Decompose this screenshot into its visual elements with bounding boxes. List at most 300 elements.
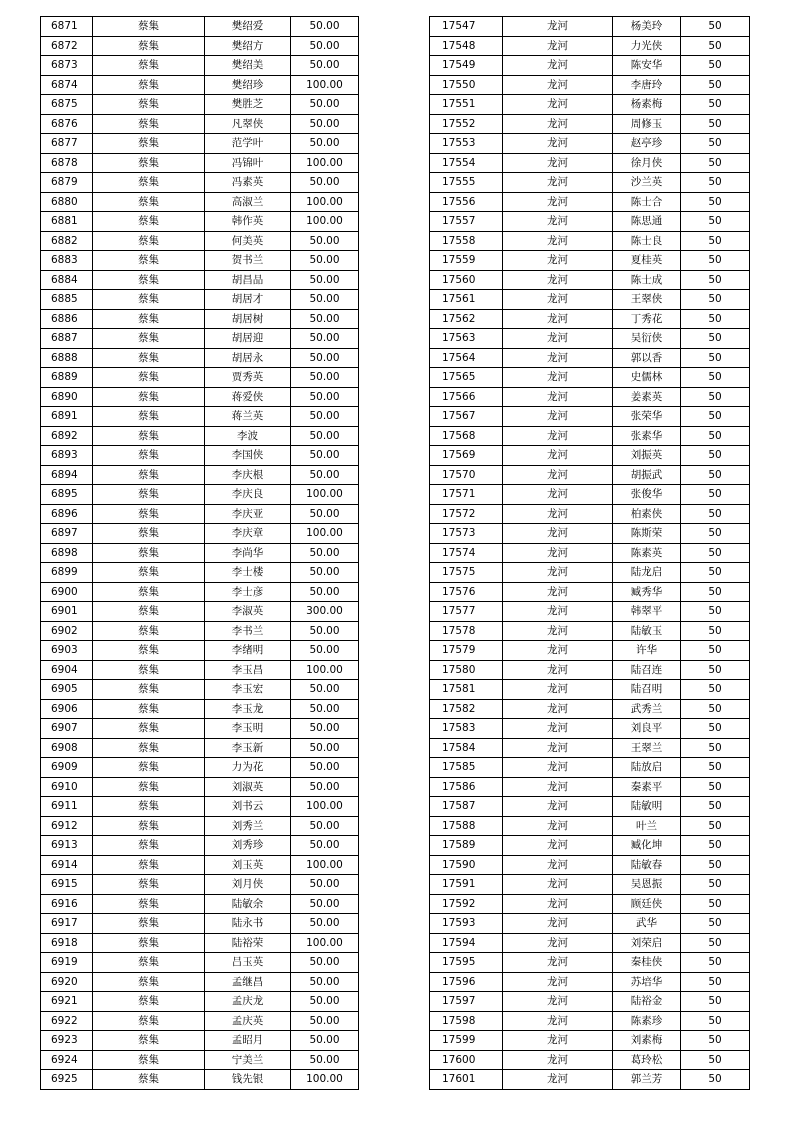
record-number-cell: 6907 <box>41 719 93 739</box>
person-name-cell: 李淑英 <box>205 602 291 622</box>
person-name-cell: 张俊华 <box>613 485 681 505</box>
table-row <box>430 602 750 622</box>
table-row <box>41 953 359 973</box>
person-name-cell: 刘玉英 <box>205 855 291 875</box>
record-number-cell: 17576 <box>430 582 503 602</box>
person-name-cell: 陆召明 <box>613 680 681 700</box>
person-name-cell: 张素华 <box>613 426 681 446</box>
table-row <box>430 251 750 271</box>
township-cell: 蔡集 <box>93 602 205 622</box>
record-number-cell: 6921 <box>41 992 93 1012</box>
table-row <box>430 758 750 778</box>
amount-cell: 50.00 <box>291 777 359 797</box>
right-ledger-table <box>429 16 750 1090</box>
amount-cell: 50 <box>681 231 750 251</box>
person-name-cell: 胡居永 <box>205 348 291 368</box>
amount-cell: 50 <box>681 660 750 680</box>
township-cell: 蔡集 <box>93 270 205 290</box>
record-number-cell: 17554 <box>430 153 503 173</box>
person-name-cell: 杨素梅 <box>613 95 681 115</box>
person-name-cell: 臧化坤 <box>613 836 681 856</box>
person-name-cell: 李唐玲 <box>613 75 681 95</box>
person-name-cell: 周修玉 <box>613 114 681 134</box>
township-cell: 蔡集 <box>93 17 205 37</box>
amount-cell: 50.00 <box>291 426 359 446</box>
township-cell: 蔡集 <box>93 114 205 134</box>
township-cell: 龙河 <box>503 738 613 758</box>
record-number-cell: 17552 <box>430 114 503 134</box>
table-row <box>41 875 359 895</box>
record-number-cell: 6913 <box>41 836 93 856</box>
record-number-cell: 6888 <box>41 348 93 368</box>
person-name-cell: 李庆章 <box>205 524 291 544</box>
record-number-cell: 6895 <box>41 485 93 505</box>
amount-cell: 50 <box>681 465 750 485</box>
amount-cell: 50 <box>681 777 750 797</box>
township-cell: 龙河 <box>503 309 613 329</box>
amount-cell: 50.00 <box>291 309 359 329</box>
amount-cell: 50 <box>681 134 750 154</box>
township-cell: 蔡集 <box>93 290 205 310</box>
amount-cell: 50 <box>681 855 750 875</box>
table-row <box>41 251 359 271</box>
record-number-cell: 6925 <box>41 1070 93 1090</box>
amount-cell: 50.00 <box>291 836 359 856</box>
amount-cell: 50.00 <box>291 992 359 1012</box>
amount-cell: 50 <box>681 504 750 524</box>
amount-cell: 50 <box>681 582 750 602</box>
amount-cell: 100.00 <box>291 1070 359 1090</box>
amount-cell: 50 <box>681 426 750 446</box>
township-cell: 蔡集 <box>93 75 205 95</box>
record-number-cell: 6872 <box>41 36 93 56</box>
record-number-cell: 6871 <box>41 17 93 37</box>
amount-cell: 50 <box>681 95 750 115</box>
person-name-cell: 孟继昌 <box>205 972 291 992</box>
record-number-cell: 17553 <box>430 134 503 154</box>
township-cell: 龙河 <box>503 134 613 154</box>
amount-cell: 50.00 <box>291 953 359 973</box>
record-number-cell: 17564 <box>430 348 503 368</box>
township-cell: 龙河 <box>503 485 613 505</box>
person-name-cell: 蒋爱侠 <box>205 387 291 407</box>
township-cell: 龙河 <box>503 1031 613 1051</box>
person-name-cell: 陆放启 <box>613 758 681 778</box>
table-row <box>430 855 750 875</box>
township-cell: 龙河 <box>503 153 613 173</box>
record-number-cell: 6876 <box>41 114 93 134</box>
township-cell: 龙河 <box>503 875 613 895</box>
township-cell: 龙河 <box>503 582 613 602</box>
amount-cell: 50 <box>681 563 750 583</box>
township-cell: 蔡集 <box>93 953 205 973</box>
township-cell: 龙河 <box>503 504 613 524</box>
township-cell: 龙河 <box>503 95 613 115</box>
amount-cell: 50 <box>681 797 750 817</box>
amount-cell: 50 <box>681 1070 750 1090</box>
table-row <box>41 660 359 680</box>
person-name-cell: 沙兰英 <box>613 173 681 193</box>
record-number-cell: 17598 <box>430 1011 503 1031</box>
township-cell: 龙河 <box>503 231 613 251</box>
record-number-cell: 17591 <box>430 875 503 895</box>
amount-cell: 50.00 <box>291 563 359 583</box>
township-cell: 龙河 <box>503 1011 613 1031</box>
table-row <box>430 953 750 973</box>
table-row <box>430 933 750 953</box>
record-number-cell: 17566 <box>430 387 503 407</box>
record-number-cell: 6890 <box>41 387 93 407</box>
person-name-cell: 力光侠 <box>613 36 681 56</box>
amount-cell: 50 <box>681 894 750 914</box>
amount-cell: 50 <box>681 1031 750 1051</box>
township-cell: 龙河 <box>503 426 613 446</box>
township-cell: 龙河 <box>503 114 613 134</box>
record-number-cell: 6892 <box>41 426 93 446</box>
amount-cell: 50.00 <box>291 758 359 778</box>
amount-cell: 50.00 <box>291 894 359 914</box>
amount-cell: 50.00 <box>291 972 359 992</box>
record-number-cell: 6880 <box>41 192 93 212</box>
township-cell: 龙河 <box>503 777 613 797</box>
township-cell: 龙河 <box>503 212 613 232</box>
person-name-cell: 陈士合 <box>613 192 681 212</box>
table-row <box>430 816 750 836</box>
township-cell: 蔡集 <box>93 875 205 895</box>
person-name-cell: 王翠兰 <box>613 738 681 758</box>
amount-cell: 50.00 <box>291 114 359 134</box>
table-row <box>430 212 750 232</box>
person-name-cell: 贺书兰 <box>205 251 291 271</box>
amount-cell: 50 <box>681 719 750 739</box>
person-name-cell: 刘秀兰 <box>205 816 291 836</box>
table-row <box>41 446 359 466</box>
township-cell: 蔡集 <box>93 738 205 758</box>
township-cell: 龙河 <box>503 641 613 661</box>
township-cell: 蔡集 <box>93 972 205 992</box>
person-name-cell: 凡翠侠 <box>205 114 291 134</box>
amount-cell: 50 <box>681 290 750 310</box>
township-cell: 龙河 <box>503 290 613 310</box>
amount-cell: 50.00 <box>291 641 359 661</box>
amount-cell: 50.00 <box>291 680 359 700</box>
person-name-cell: 李绪明 <box>205 641 291 661</box>
record-number-cell: 6896 <box>41 504 93 524</box>
table-row <box>41 270 359 290</box>
amount-cell: 50 <box>681 173 750 193</box>
table-row <box>430 407 750 427</box>
table-row <box>41 192 359 212</box>
township-cell: 龙河 <box>503 680 613 700</box>
table-row <box>430 36 750 56</box>
table-row <box>430 387 750 407</box>
township-cell: 龙河 <box>503 173 613 193</box>
record-number-cell: 17551 <box>430 95 503 115</box>
person-name-cell: 胡居树 <box>205 309 291 329</box>
record-number-cell: 6906 <box>41 699 93 719</box>
person-name-cell: 刘振英 <box>613 446 681 466</box>
record-number-cell: 17561 <box>430 290 503 310</box>
person-name-cell: 刘淑英 <box>205 777 291 797</box>
amount-cell: 50 <box>681 368 750 388</box>
record-number-cell: 6898 <box>41 543 93 563</box>
person-name-cell: 陆敏春 <box>613 855 681 875</box>
table-row <box>41 602 359 622</box>
amount-cell: 50.00 <box>291 173 359 193</box>
township-cell: 龙河 <box>503 699 613 719</box>
amount-cell: 50 <box>681 309 750 329</box>
amount-cell: 50 <box>681 680 750 700</box>
record-number-cell: 17559 <box>430 251 503 271</box>
amount-cell: 100.00 <box>291 524 359 544</box>
township-cell: 蔡集 <box>93 777 205 797</box>
person-name-cell: 胡振武 <box>613 465 681 485</box>
amount-cell: 50.00 <box>291 95 359 115</box>
table-row <box>430 153 750 173</box>
township-cell: 龙河 <box>503 933 613 953</box>
person-name-cell: 陈素英 <box>613 543 681 563</box>
table-row <box>41 992 359 1012</box>
township-cell: 龙河 <box>503 407 613 427</box>
person-name-cell: 樊绍爱 <box>205 17 291 37</box>
record-number-cell: 17594 <box>430 933 503 953</box>
table-row <box>41 797 359 817</box>
amount-cell: 50.00 <box>291 582 359 602</box>
amount-cell: 50 <box>681 972 750 992</box>
record-number-cell: 6910 <box>41 777 93 797</box>
township-cell: 蔡集 <box>93 914 205 934</box>
person-name-cell: 陆敏余 <box>205 894 291 914</box>
record-number-cell: 6917 <box>41 914 93 934</box>
person-name-cell: 刘秀珍 <box>205 836 291 856</box>
person-name-cell: 陈思通 <box>613 212 681 232</box>
table-row <box>430 543 750 563</box>
table-row <box>430 836 750 856</box>
amount-cell: 50 <box>681 387 750 407</box>
record-number-cell: 6893 <box>41 446 93 466</box>
record-number-cell: 17584 <box>430 738 503 758</box>
township-cell: 蔡集 <box>93 836 205 856</box>
table-row <box>41 680 359 700</box>
person-name-cell: 吕玉英 <box>205 953 291 973</box>
amount-cell: 50.00 <box>291 290 359 310</box>
table-row <box>41 816 359 836</box>
record-number-cell: 6881 <box>41 212 93 232</box>
table-row <box>41 641 359 661</box>
township-cell: 蔡集 <box>93 582 205 602</box>
person-name-cell: 臧秀华 <box>613 582 681 602</box>
person-name-cell: 许华 <box>613 641 681 661</box>
person-name-cell: 柏素侠 <box>613 504 681 524</box>
table-row <box>430 348 750 368</box>
record-number-cell: 17563 <box>430 329 503 349</box>
amount-cell: 50 <box>681 270 750 290</box>
township-cell: 蔡集 <box>93 660 205 680</box>
person-name-cell: 力为花 <box>205 758 291 778</box>
record-number-cell: 17579 <box>430 641 503 661</box>
table-row <box>430 504 750 524</box>
record-number-cell: 6877 <box>41 134 93 154</box>
amount-cell: 50.00 <box>291 134 359 154</box>
township-cell: 龙河 <box>503 660 613 680</box>
township-cell: 龙河 <box>503 446 613 466</box>
person-name-cell: 吴衍侠 <box>613 329 681 349</box>
township-cell: 龙河 <box>503 855 613 875</box>
township-cell: 蔡集 <box>93 309 205 329</box>
township-cell: 蔡集 <box>93 816 205 836</box>
record-number-cell: 17568 <box>430 426 503 446</box>
person-name-cell: 胡居迎 <box>205 329 291 349</box>
amount-cell: 50.00 <box>291 738 359 758</box>
township-cell: 蔡集 <box>93 933 205 953</box>
person-name-cell: 郭以香 <box>613 348 681 368</box>
table-row <box>41 1050 359 1070</box>
record-number-cell: 17587 <box>430 797 503 817</box>
table-row <box>430 972 750 992</box>
record-number-cell: 17586 <box>430 777 503 797</box>
amount-cell: 100.00 <box>291 192 359 212</box>
person-name-cell: 李玉宏 <box>205 680 291 700</box>
township-cell: 蔡集 <box>93 387 205 407</box>
amount-cell: 100.00 <box>291 933 359 953</box>
township-cell: 蔡集 <box>93 641 205 661</box>
record-number-cell: 17562 <box>430 309 503 329</box>
township-cell: 龙河 <box>503 56 613 76</box>
table-row <box>41 231 359 251</box>
township-cell: 蔡集 <box>93 524 205 544</box>
person-name-cell: 陈安华 <box>613 56 681 76</box>
table-row <box>41 134 359 154</box>
township-cell: 龙河 <box>503 75 613 95</box>
table-row <box>430 329 750 349</box>
township-cell: 蔡集 <box>93 153 205 173</box>
person-name-cell: 李国侠 <box>205 446 291 466</box>
record-number-cell: 17596 <box>430 972 503 992</box>
township-cell: 蔡集 <box>93 407 205 427</box>
record-number-cell: 17599 <box>430 1031 503 1051</box>
table-row <box>41 719 359 739</box>
table-row <box>430 699 750 719</box>
amount-cell: 50 <box>681 641 750 661</box>
amount-cell: 50.00 <box>291 270 359 290</box>
person-name-cell: 夏桂英 <box>613 251 681 271</box>
table-row <box>430 1070 750 1090</box>
township-cell: 蔡集 <box>93 680 205 700</box>
table-row <box>430 680 750 700</box>
person-name-cell: 秦桂侠 <box>613 953 681 973</box>
township-cell: 龙河 <box>503 602 613 622</box>
record-number-cell: 6886 <box>41 309 93 329</box>
table-row <box>430 134 750 154</box>
township-cell: 蔡集 <box>93 36 205 56</box>
amount-cell: 50 <box>681 212 750 232</box>
person-name-cell: 张荣华 <box>613 407 681 427</box>
amount-cell: 50 <box>681 17 750 37</box>
table-row <box>41 17 359 37</box>
record-number-cell: 17571 <box>430 485 503 505</box>
table-row <box>430 1050 750 1070</box>
record-number-cell: 17580 <box>430 660 503 680</box>
township-cell: 龙河 <box>503 387 613 407</box>
amount-cell: 50.00 <box>291 1050 359 1070</box>
record-number-cell: 17573 <box>430 524 503 544</box>
person-name-cell: 陈士良 <box>613 231 681 251</box>
person-name-cell: 顾廷侠 <box>613 894 681 914</box>
township-cell: 龙河 <box>503 914 613 934</box>
person-name-cell: 陆召连 <box>613 660 681 680</box>
township-cell: 蔡集 <box>93 621 205 641</box>
person-name-cell: 陈斯荣 <box>613 524 681 544</box>
person-name-cell: 陆永书 <box>205 914 291 934</box>
table-row <box>430 17 750 37</box>
person-name-cell: 李玉昌 <box>205 660 291 680</box>
table-row <box>430 485 750 505</box>
record-number-cell: 17548 <box>430 36 503 56</box>
person-name-cell: 贾秀英 <box>205 368 291 388</box>
table-row <box>41 153 359 173</box>
record-number-cell: 6916 <box>41 894 93 914</box>
table-row <box>430 75 750 95</box>
amount-cell: 50.00 <box>291 17 359 37</box>
person-name-cell: 范学叶 <box>205 134 291 154</box>
table-row <box>41 1031 359 1051</box>
record-number-cell: 6924 <box>41 1050 93 1070</box>
record-number-cell: 6902 <box>41 621 93 641</box>
township-cell: 龙河 <box>503 894 613 914</box>
person-name-cell: 李尚华 <box>205 543 291 563</box>
amount-cell: 50 <box>681 407 750 427</box>
record-number-cell: 6899 <box>41 563 93 583</box>
table-row <box>430 660 750 680</box>
record-number-cell: 6901 <box>41 602 93 622</box>
record-number-cell: 6914 <box>41 855 93 875</box>
township-cell: 龙河 <box>503 348 613 368</box>
amount-cell: 50.00 <box>291 1011 359 1031</box>
record-number-cell: 6915 <box>41 875 93 895</box>
township-cell: 龙河 <box>503 953 613 973</box>
township-cell: 蔡集 <box>93 134 205 154</box>
record-number-cell: 6882 <box>41 231 93 251</box>
township-cell: 龙河 <box>503 36 613 56</box>
table-row <box>41 972 359 992</box>
amount-cell: 50 <box>681 738 750 758</box>
person-name-cell: 陆裕金 <box>613 992 681 1012</box>
township-cell: 龙河 <box>503 563 613 583</box>
person-name-cell: 胡居才 <box>205 290 291 310</box>
amount-cell: 50 <box>681 251 750 271</box>
record-number-cell: 17578 <box>430 621 503 641</box>
amount-cell: 50.00 <box>291 251 359 271</box>
table-row <box>41 777 359 797</box>
table-row <box>41 75 359 95</box>
record-number-cell: 6922 <box>41 1011 93 1031</box>
amount-cell: 50 <box>681 192 750 212</box>
person-name-cell: 吴恩振 <box>613 875 681 895</box>
township-cell: 蔡集 <box>93 251 205 271</box>
table-row <box>41 836 359 856</box>
table-row <box>41 621 359 641</box>
township-cell: 蔡集 <box>93 894 205 914</box>
amount-cell: 300.00 <box>291 602 359 622</box>
record-number-cell: 17569 <box>430 446 503 466</box>
table-row <box>430 270 750 290</box>
person-name-cell: 刘良平 <box>613 719 681 739</box>
amount-cell: 100.00 <box>291 660 359 680</box>
record-number-cell: 17555 <box>430 173 503 193</box>
amount-cell: 50 <box>681 621 750 641</box>
table-row <box>41 1070 359 1090</box>
amount-cell: 50.00 <box>291 699 359 719</box>
